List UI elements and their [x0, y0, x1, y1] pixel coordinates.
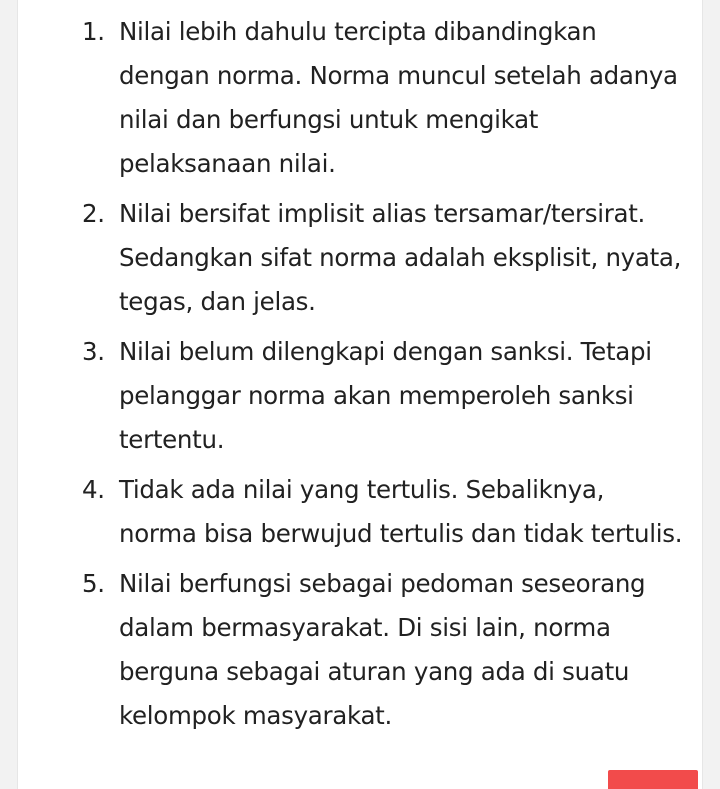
list-item-number: 4.	[82, 475, 105, 504]
article-content	[17, 0, 703, 789]
list-item-number: 5.	[82, 569, 105, 598]
list-item-number: 1.	[82, 17, 105, 46]
list-item	[18, 330, 703, 462]
list-item-number: 3.	[82, 337, 105, 366]
ordered-list	[18, 10, 703, 744]
list-item	[18, 192, 703, 324]
list-item	[18, 10, 703, 186]
list-item-text: Tidak ada nilai yang tertulis. Sebaliknya, norma bisa berwujud tertulis dan tidak tertulis.	[119, 475, 683, 548]
list-item-number: 2.	[82, 199, 105, 228]
list-item	[18, 562, 703, 738]
list-item	[18, 468, 703, 556]
list-item-text: Nilai lebih dahulu tercipta dibandingkan dengan norma. Norma muncul setelah adanya nilai dan berfungsi untuk mengikat pelaksanaan nilai.	[119, 17, 678, 178]
floating-action-button[interactable]	[608, 770, 698, 789]
list-item-text: Nilai belum dilengkapi dengan sanksi. Tetapi pelanggar norma akan memperoleh sanksi tertentu.	[119, 337, 652, 454]
list-item-text: Nilai bersifat implisit alias tersamar/tersirat. Sedangkan sifat norma adalah eksplisit, nyata, tegas, dan jelas.	[119, 199, 682, 316]
list-item-text: Nilai berfungsi sebagai pedoman seseorang dalam bermasyarakat. Di sisi lain, norma berguna sebagai aturan yang ada di suatu kelompok masyarakat.	[119, 569, 646, 730]
